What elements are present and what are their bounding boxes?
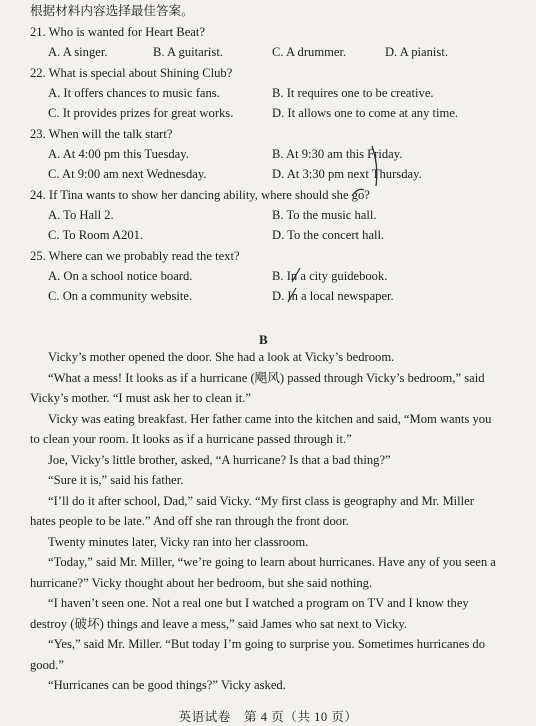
passage-line: to clean your room. It looks as if a hurricane passed through it.” bbox=[30, 432, 352, 446]
question-25-stem: 25. Where can we probably read the text? bbox=[30, 249, 240, 263]
question-23-stem: 23. When will the talk start? bbox=[30, 127, 173, 141]
pen-stroke-25d bbox=[288, 288, 296, 302]
question-25-option-c: C. On a community website. bbox=[48, 289, 193, 303]
question-21-option-b: B. A guitarist. bbox=[153, 45, 223, 59]
question-24-option-c: C. To Room A201. bbox=[48, 228, 144, 242]
passage-line: “Yes,” said Mr. Miller. “But today I’m going to surprise you. Sometimes hurricanes do bbox=[48, 637, 485, 651]
pen-stroke-23 bbox=[372, 146, 377, 186]
pen-stroke-25b bbox=[292, 268, 300, 282]
passage-line: Twenty minutes later, Vicky ran into her classroom. bbox=[48, 535, 309, 549]
passage-line: Vicky’s mother. “I must ask her to clean it.” bbox=[30, 391, 251, 405]
passage-line: “Sure it is,” said his father. bbox=[48, 473, 184, 487]
section-b-heading: B bbox=[259, 332, 268, 347]
question-21-option-c: C. A drummer. bbox=[272, 45, 347, 59]
question-22-option-a: A. It offers chances to music fans. bbox=[48, 86, 220, 100]
question-25-option-b: B. In a city guidebook. bbox=[272, 269, 388, 283]
passage-line: Vicky’s mother opened the door. She had a look at Vicky’s bedroom. bbox=[48, 350, 395, 364]
question-22-option-d: D. It allows one to come at any time. bbox=[272, 106, 459, 120]
question-23-option-d: D. At 3:30 pm next Thursday. bbox=[272, 167, 422, 181]
passage-line: destroy (破坏) things and leave a mess,” said James who sat next to Vicky. bbox=[30, 617, 407, 631]
passage-line: hates people to be late.” And off she ran through the front door. bbox=[30, 514, 349, 528]
instruction-text: 根据材料内容选择最佳答案。 bbox=[30, 4, 194, 18]
question-24-option-a: A. To Hall 2. bbox=[48, 208, 114, 222]
question-21-option-d: D. A pianist. bbox=[385, 45, 448, 59]
question-23-option-c: C. At 9:00 am next Wednesday. bbox=[48, 167, 207, 181]
question-23-option-b: B. At 9:30 am this Friday. bbox=[272, 147, 403, 161]
passage-line: “I’ll do it after school, Dad,” said Vicky. “My first class is geography and Mr. Miller bbox=[48, 494, 474, 508]
question-21-stem: 21. Who is wanted for Heart Beat? bbox=[30, 25, 205, 39]
question-24-stem: 24. If Tina wants to show her dancing ability, where should she go? bbox=[30, 188, 370, 202]
question-25-option-a: A. On a school notice board. bbox=[48, 269, 193, 283]
passage-line: “Hurricanes can be good things?” Vicky asked. bbox=[48, 678, 286, 692]
question-22-stem: 22. What is special about Shining Club? bbox=[30, 66, 233, 80]
passage-line: Vicky was eating breakfast. Her father came into the kitchen and said, “Mom wants you bbox=[48, 412, 492, 426]
question-22-option-c: C. It provides prizes for great works. bbox=[48, 106, 234, 120]
question-23-option-a: A. At 4:00 pm this Tuesday. bbox=[48, 147, 189, 161]
question-22-option-b: B. It requires one to be creative. bbox=[272, 86, 434, 100]
passage-line: Joe, Vicky’s little brother, asked, “A hurricane? Is that a bad thing?” bbox=[48, 453, 391, 467]
passage-line: “What a mess! It looks as if a hurricane (飓风) passed through Vicky’s bedroom,” said bbox=[48, 371, 485, 385]
passage-line: good.” bbox=[30, 658, 64, 672]
passage-line: “Today,” said Mr. Miller, “we’re going to learn about hurricanes. Have any of you seen a bbox=[48, 555, 496, 569]
page-footer: 英语试卷 第 4 页（共 10 页） bbox=[178, 710, 358, 724]
question-24-option-b: B. To the music hall. bbox=[272, 208, 377, 222]
pen-stroke-24 bbox=[352, 189, 364, 196]
question-25-option-d: D. In a local newspaper. bbox=[272, 289, 394, 303]
passage-line: hurricane?” Vicky thought about her bedroom, but she said nothing. bbox=[30, 576, 373, 590]
question-21-option-a: A. A singer. bbox=[48, 45, 108, 59]
passage-line: “I haven’t seen one. Not a real one but I watched a program on TV and I know they bbox=[48, 596, 469, 610]
question-24-option-d: D. To the concert hall. bbox=[272, 228, 385, 242]
